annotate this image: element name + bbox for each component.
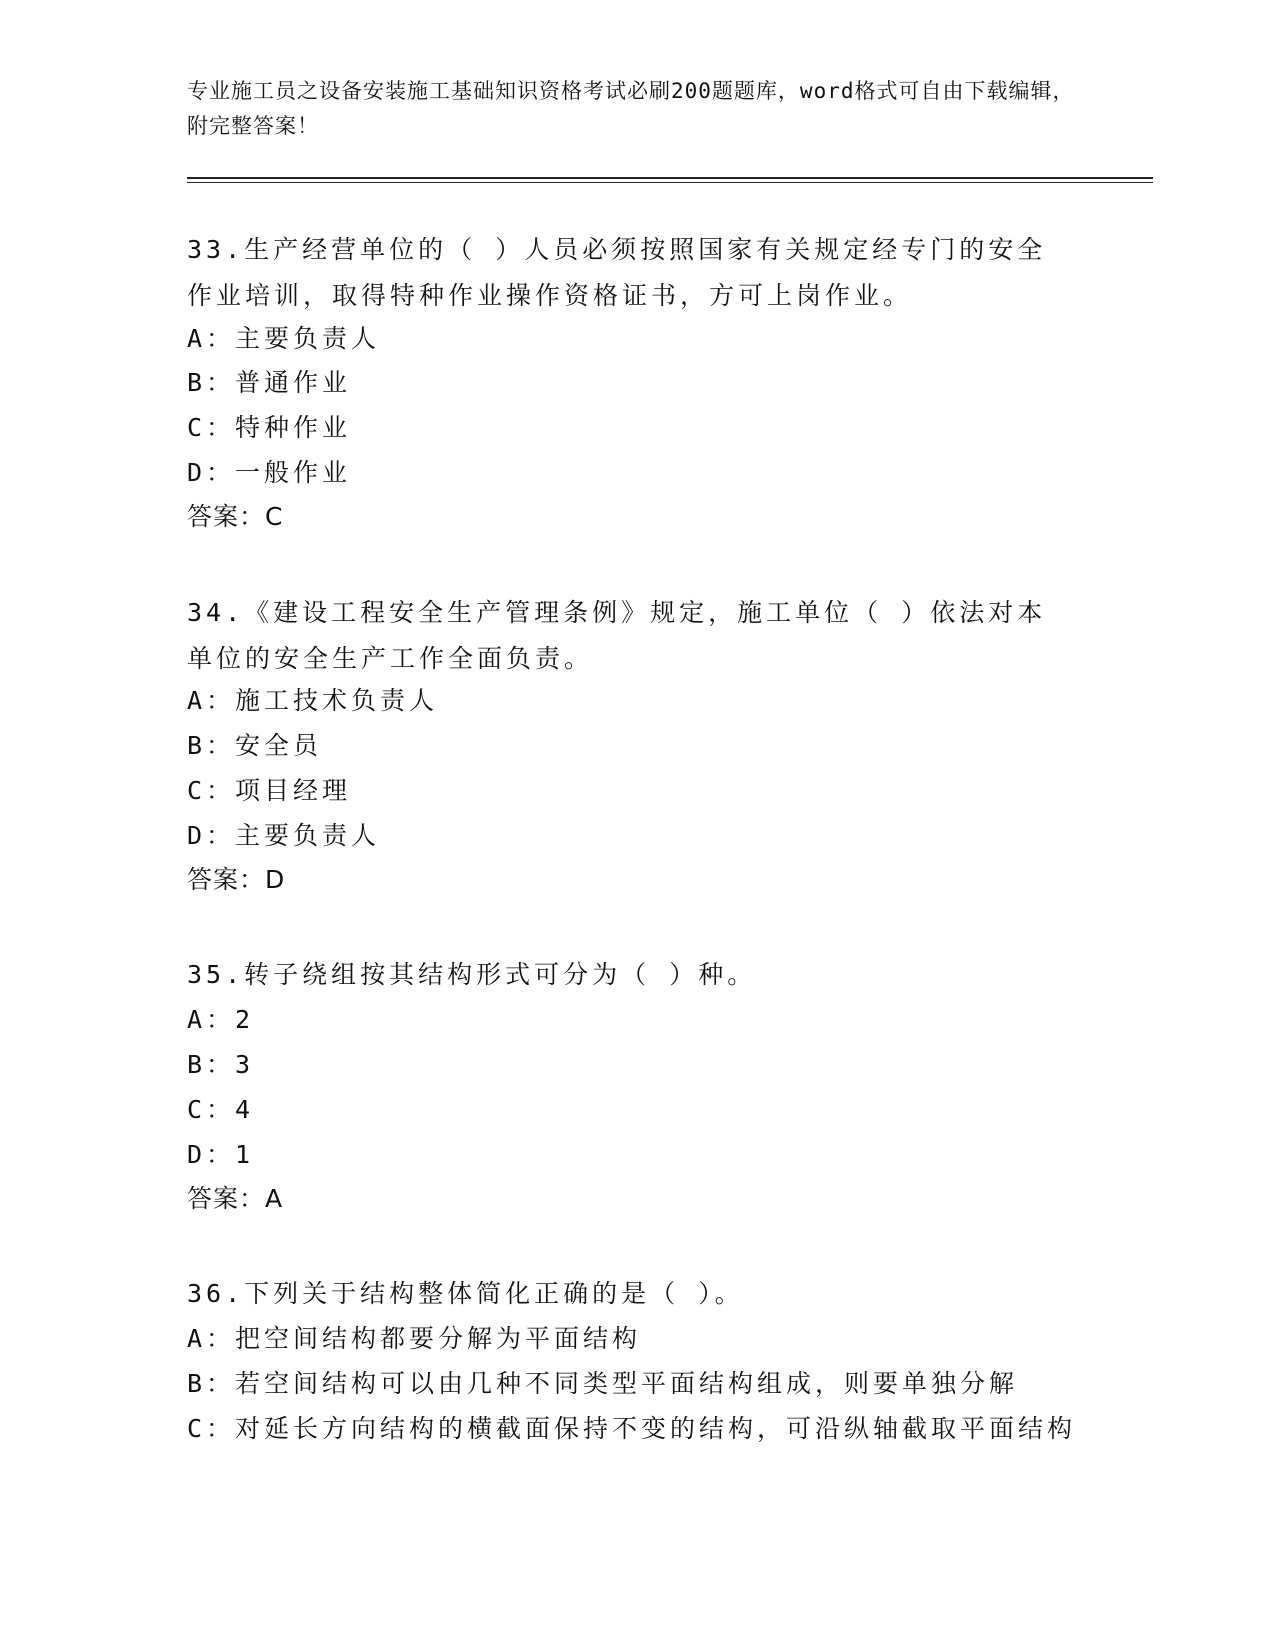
question-35-answer: 答案：A (187, 1184, 284, 1213)
question-36-text: 36.下列关于结构整体简化正确的是（ ）。 (187, 1279, 744, 1308)
question-33-option-a: A：主要负责人 (187, 324, 381, 353)
question-34-option-d: D：主要负责人 (187, 821, 381, 850)
question-35-option-a: A：2 (187, 1005, 255, 1034)
question-33-text: 33.生产经营单位的（ ）人员必须按照国家有关规定经专门的安全作业培训，取得特种作业操作资格证书，方可上岗作业。 (187, 235, 1047, 310)
question-34-answer: 答案：D (187, 865, 286, 894)
question-34-option-c: C：项目经理 (187, 776, 352, 805)
question-34-option-a: A：施工技术负责人 (187, 686, 439, 715)
question-35-option-b: B：3 (187, 1050, 255, 1079)
question-35-text: 35.转子绕组按其结构形式可分为（ ）种。 (187, 960, 757, 989)
question-33-answer: 答案：C (187, 502, 284, 531)
header-divider (187, 177, 1153, 179)
question-35-option-c: C：4 (187, 1095, 255, 1124)
document-header-title: 专业施工员之设备安装施工基础知识资格考试必刷200题题库，word格式可自由下载编辑，附完整答案！ (187, 79, 1075, 138)
question-36-option-c: C：对延长方向结构的横截面保持不变的结构，可沿纵轴截取平面结构 (187, 1414, 1077, 1443)
question-36-option-b: B：若空间结构可以由几种不同类型平面结构组成，则要单独分解 (187, 1369, 1019, 1398)
question-34-option-b: B：安全员 (187, 731, 323, 760)
header-divider-thin (187, 182, 1153, 183)
question-36-option-a: A：把空间结构都要分解为平面结构 (187, 1324, 642, 1353)
question-33-option-b: B：普通作业 (187, 368, 352, 397)
question-33-option-d: D：一般作业 (187, 458, 352, 487)
question-33-option-c: C：特种作业 (187, 413, 352, 442)
question-35-option-d: D：1 (187, 1140, 255, 1169)
question-34-text: 34.《建设工程安全生产管理条例》规定，施工单位（ ）依法对本单位的安全生产工作全面负责。 (187, 598, 1047, 673)
